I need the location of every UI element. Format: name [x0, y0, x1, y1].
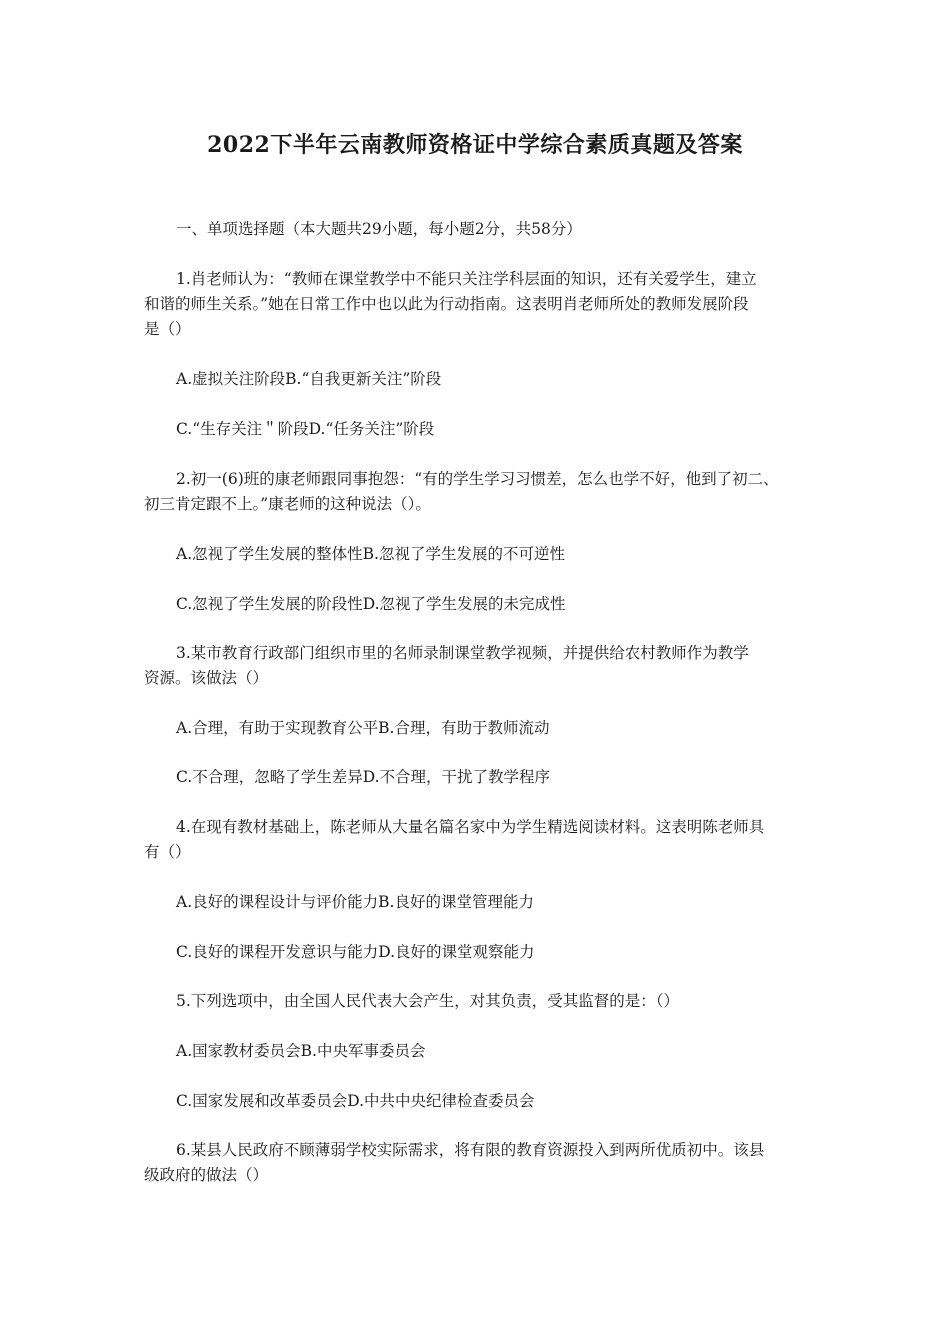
question-5-stem-line-1: 5.下列选项中，由全国人民代表大会产生，对其负责，受其监督的是：（）	[176, 992, 680, 1010]
question-5-options-ab: A.国家教材委员会B.中央军事委员会	[176, 1042, 426, 1060]
question-1-stem-line-3: 是（）	[144, 320, 191, 338]
question-3-options-ab: A.合理，有助于实现教育公平B.合理，有助于教师流动	[176, 719, 550, 737]
question-3-stem-line-2: 资源。该做法（）	[144, 669, 269, 687]
page-title: 2022下半年云南教师资格证中学综合素质真题及答案	[207, 132, 743, 158]
question-4-options-ab: A.良好的课程设计与评价能力B.良好的课堂管理能力	[176, 893, 534, 911]
question-5-options-cd: C.国家发展和改革委员会D.中共中央纪律检查委员会	[176, 1092, 535, 1110]
question-2-stem-line-1: 2.初一(6)班的康老师跟同事抱怨：“有的学生学习习惯差，怎么也学不好，他到了初二、	[176, 470, 779, 488]
question-4-stem-line-2: 有（）	[144, 843, 191, 861]
question-2-options-cd: C.忽视了学生发展的阶段性D.忽视了学生发展的未完成性	[176, 595, 566, 613]
question-2-options-ab: A.忽视了学生发展的整体性B.忽视了学生发展的不可逆性	[176, 545, 565, 563]
question-1-options-ab: A.虚拟关注阶段B.“自我更新关注”阶段	[176, 370, 442, 388]
question-1-stem-line-1: 1.肖老师认为：“教师在课堂教学中不能只关注学科层面的知识，还有关爱学生，建立	[176, 270, 757, 288]
question-4-stem-line-1: 4.在现有教材基础上，陈老师从大量名篇名家中为学生精选阅读材料。这表明陈老师具	[176, 818, 765, 836]
question-1-stem-line-2: 和谐的师生关系。”她在日常工作中也以此为行动指南。这表明肖老师所处的教师发展阶段	[144, 295, 749, 313]
question-6-stem-line-2: 级政府的做法（）	[144, 1166, 269, 1184]
question-4-options-cd: C.良好的课程开发意识与能力D.良好的课堂观察能力	[176, 943, 535, 961]
question-1-options-cd: C.“生存关注＂阶段D.“任务关注”阶段	[176, 420, 435, 438]
question-2-stem-line-2: 初三肯定跟不上。”康老师的这种说法（）。	[144, 495, 431, 513]
section-heading: 一、单项选择题（本大题共29小题，每小题2分，共58分）	[176, 220, 582, 238]
question-3-options-cd: C.不合理，忽略了学生差异D.不合理，干扰了教学程序	[176, 768, 551, 786]
question-6-stem-line-1: 6.某县人民政府不顾薄弱学校实际需求，将有限的教育资源投入到两所优质初中。该县	[176, 1141, 765, 1159]
question-3-stem-line-1: 3.某市教育行政部门组织市里的名师录制课堂教学视频，并提供给农村教师作为教学	[176, 644, 749, 662]
